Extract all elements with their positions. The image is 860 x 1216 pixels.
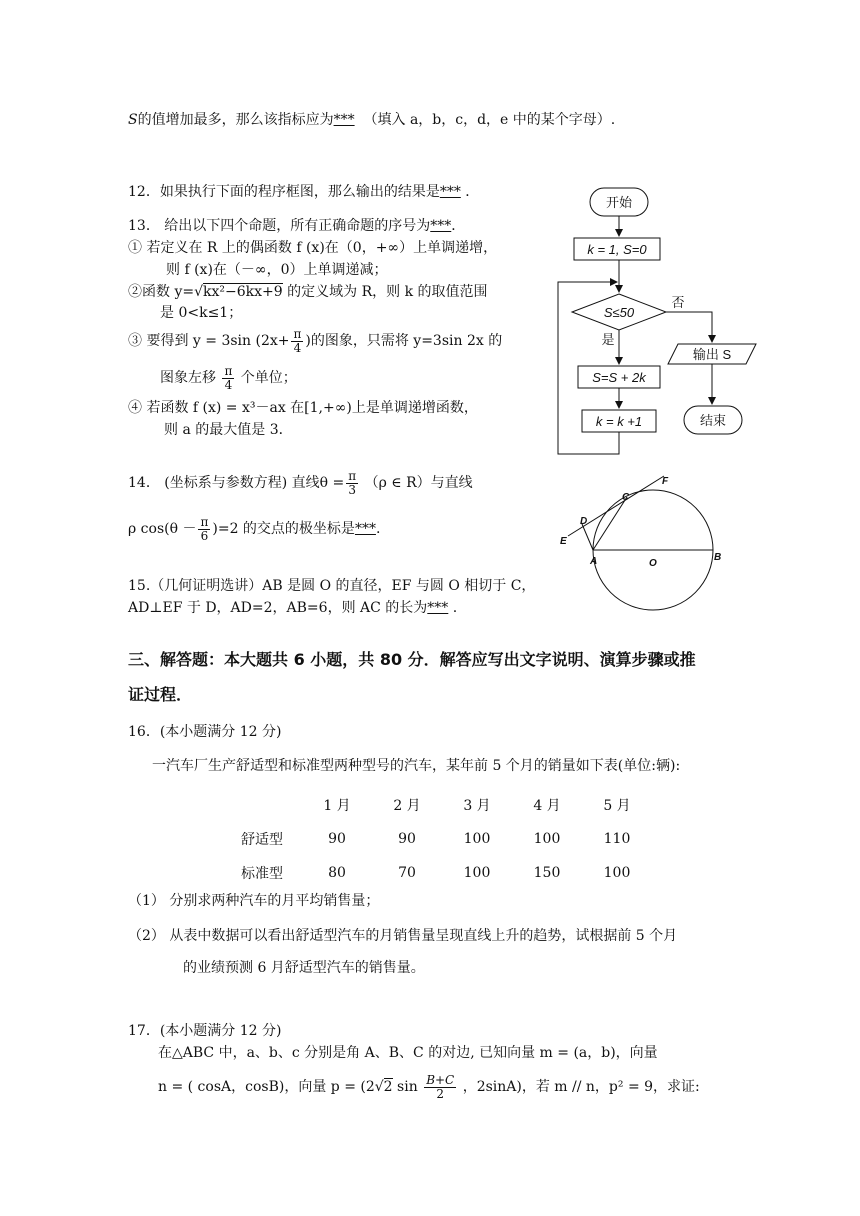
section-3-heading-line1: 三、解答题：本大题共 6 小题，共 80 分．解答应写出文字说明、演算步骤或推 [128,650,696,669]
q13-prop4-line2: 则 a 的最大值是 3． [164,422,293,438]
q13-prop3-line1: ③ 要得到 y = 3sin (2x+ $\frac{\pi}{4}$ )的图象，只需将 y=3sin 2x 的 [128,327,503,355]
question-16-sub2-line2: 的业绩预测 6 月舒适型汽车的销售量。 [183,960,425,976]
question-15-line1: 15.（几何证明选讲）AB 是圆 O 的直径，EF 与圆 O 相切于 C， [128,578,536,594]
table-cell: 70 [398,865,416,881]
label-a: A [590,556,598,567]
table-header-cell: 1 月 [323,798,351,814]
label-o: O [649,558,657,569]
fraction-pi-3: $\frac{\pi}{3}$ [348,469,357,497]
line-top: S的值增加最多，那么该指标应为*** （填入 a，b，c，d，e 中的某个字母）. [128,112,616,128]
flowchart [548,180,768,470]
flow-step2-label: k = k +1 [595,414,643,429]
section-3-heading-line2: 证过程． [128,685,193,704]
q13-prop4-line1: ④ 若函数 f (x) = x³－ax 在[1,+∞)上是单调递增函数， [128,400,478,416]
question-13-head: 13． 给出以下四个命题，所有正确命题的序号为***． [128,218,466,234]
no-branch-line [666,312,712,342]
fraction-pi-4: $\frac{\pi}{4}$ [293,327,302,355]
table-cell: 100 [463,865,491,881]
label-b: B [714,552,722,563]
question-14-line1: 14． (坐标系与参数方程) 直线θ = $\frac{\pi}{3}$ （ρ ∈ R）与直线 [128,469,473,497]
sqrt-sign: √ [194,284,204,300]
table-cell: 100 [533,831,561,847]
question-17-line2: n = ( cosA，cosB)，向量 p = (2√2 sin $\frac{B+C}{2}$ ，2sinA)，若 m // n，p² = 9，求证: [158,1073,700,1101]
table-cell: 100 [463,831,491,847]
question-16-sub1: （1） 分别求两种汽车的月平均销售量； [128,893,380,909]
flow-no-label: 否 [671,295,685,310]
flow-end-label: 结束 [699,413,727,428]
table-cell: 90 [398,831,416,847]
table-cell: 110 [603,831,631,847]
table-cell: 90 [328,831,346,847]
fraction-pi-6: $\frac{\pi}{6}$ [200,515,209,543]
table-header-row [222,788,652,822]
question-17-line1: 在△ABC 中，a、b、c 分别是角 A、B、C 的对边, 已知向量 m = (a，b)，向量 [158,1045,658,1061]
question-16-head: 16．(本小题满分 12 分) [128,724,282,740]
label-e: E [560,536,567,547]
row-label: 标准型 [241,866,283,882]
flow-output-label: 输出 S [692,347,732,362]
circle-figure [556,470,756,630]
fraction-b-plus-c-over-2: $\frac{B+C}{2}$ [426,1073,455,1101]
table-cell: 100 [603,865,631,881]
row-label: 舒适型 [241,832,283,848]
flow-step1-label: S=S + 2k [592,370,646,385]
table-header-cell: 2 月 [393,798,421,814]
label-d: D [580,516,588,527]
table-header-cell: 5 月 [603,798,631,814]
sqrt-sign: √ [374,1079,384,1096]
label-c: C [622,492,630,503]
question-12: 12．如果执行下面的程序框图，那么输出的结果是*** ． [128,184,480,200]
question-15-line2: AD⊥EF 于 D，AD=2，AB=6，则 AC 的长为*** . [128,600,458,616]
q13-prop1-line2: 则 f (x)在（－∞，0）上单调递减； [166,262,388,278]
tangent-ef [568,476,664,536]
q13-prop2-line2: 是 0<k≤1； [160,305,243,321]
flow-init-label: k = 1, S=0 [587,242,647,257]
question-17-head: 17．(本小题满分 12 分) [128,1023,282,1039]
q13-prop3-line2: 图象左移 $\frac{\pi}{4}$ 个单位； [160,364,297,392]
question-16-intro: 一汽车厂生产舒适型和标准型两种型号的汽车，某年前 5 个月的销量如下表(单位:辆): [152,758,681,774]
flow-yes-label: 是 [601,332,615,347]
q13-prop2-line1: ②函数 y=√kx²−6kx+9 的定义域为 R，则 k 的取值范围 [128,284,488,300]
question-16-sub2-line1: （2） 从表中数据可以看出舒适型汽车的月销售量呈现直线上升的趋势，试根据前 5 个月 [128,928,678,944]
flow-start-label: 开始 [605,195,633,210]
fraction-pi-4-b: $\frac{\pi}{4}$ [224,364,233,392]
segment-ad [582,524,593,550]
q13-prop1-line1: ① 若定义在 R 上的偶函数 f (x)在（0，+∞）上单调递增， [128,240,498,256]
question-14-line2: ρ cos(θ － $\frac{\pi}{6}$ )=2 的交点的极坐标是***. [128,515,381,543]
segment-ac [593,497,627,550]
table-row [222,856,652,890]
label-f: F [662,476,669,487]
table-header-cell: 4 月 [533,798,561,814]
table-cell: 80 [328,865,346,881]
table-header-cell: 3 月 [463,798,491,814]
flow-cond-label: S≤50 [603,305,635,320]
table-cell: 150 [533,865,561,881]
sales-table [222,788,652,890]
table-row [222,822,652,856]
